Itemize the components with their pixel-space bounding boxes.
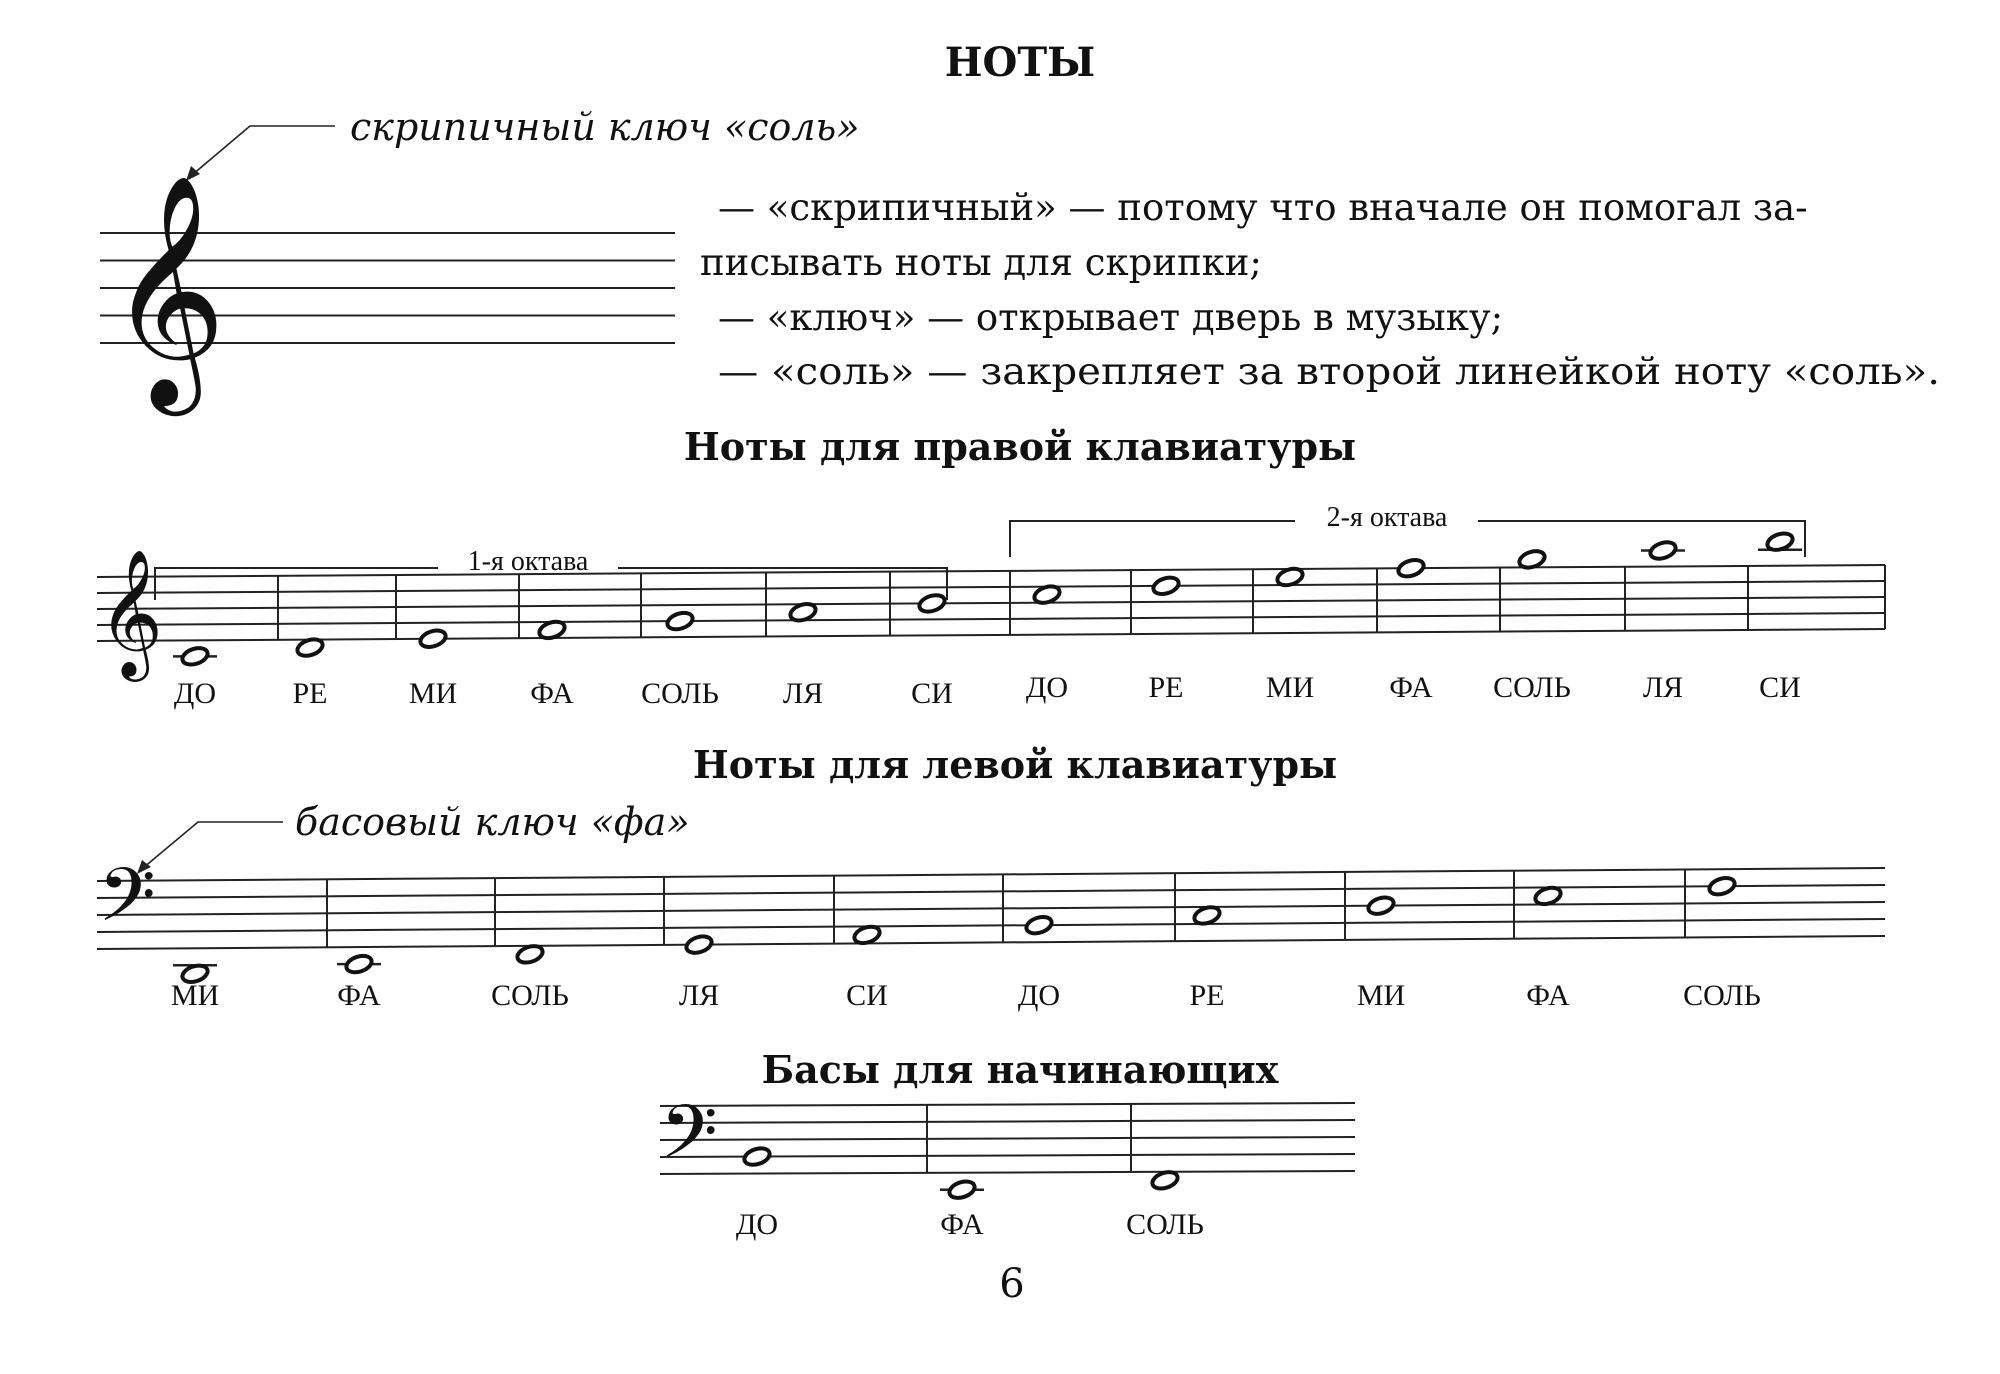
note-label: ДО	[735, 1208, 779, 1241]
right-hand-notes	[173, 531, 1802, 710]
staff-line	[97, 629, 1885, 641]
treble-explanation-line-1: — «скрипичный» — потому что вначале он помогал за-	[718, 186, 1808, 229]
staff-line	[97, 936, 1885, 949]
note-head	[1707, 875, 1736, 897]
note-label: МИ	[170, 979, 220, 1012]
note	[1266, 566, 1314, 704]
arrow-icon	[137, 822, 283, 874]
staff-line	[660, 1103, 1355, 1106]
note	[173, 645, 217, 710]
note	[911, 592, 953, 710]
right-hand-staff	[97, 565, 1885, 641]
note-label: МИ	[1356, 979, 1406, 1012]
staff-line	[97, 597, 1885, 609]
note-head	[180, 645, 209, 667]
note-label: ЛЯ	[1642, 671, 1684, 704]
octave-2-label: 2-я октава	[1326, 502, 1448, 533]
note-label: СОЛЬ	[1126, 1208, 1204, 1241]
note-head	[344, 953, 373, 975]
note-label: ДО	[1025, 671, 1069, 704]
octave-brackets	[155, 502, 1805, 600]
treble-explanation-line-4: — «соль» — закрепляет за второй линейкой ноту «соль».	[718, 350, 1940, 393]
note	[641, 610, 719, 710]
note-label: СИ	[846, 979, 888, 1012]
staff-line	[660, 1120, 1355, 1123]
note	[171, 963, 219, 1012]
note-label: ДО	[1017, 979, 1061, 1012]
staff-line	[97, 868, 1885, 881]
page-number: 6	[999, 1261, 1025, 1307]
note	[337, 953, 381, 1012]
beginner-bass-heading: Басы для начинающих	[761, 1047, 1279, 1092]
note-label: МИ	[408, 677, 458, 710]
treble-clef-icon: 𝄞	[108, 173, 227, 406]
staff-line	[97, 919, 1885, 932]
treble-intro	[100, 105, 1940, 416]
note	[783, 601, 823, 710]
note-head	[742, 1145, 771, 1167]
note-label: ФА	[1526, 979, 1570, 1012]
staff-line	[660, 1137, 1355, 1140]
staff-line	[97, 565, 1885, 577]
note-label: РЕ	[1189, 979, 1225, 1012]
note-head	[1151, 575, 1180, 597]
note	[1641, 539, 1685, 704]
note-label: ФА	[337, 979, 381, 1012]
note	[1148, 575, 1183, 704]
staff-line	[97, 581, 1885, 593]
right-hand-heading: Ноты для правой клавиатуры	[683, 424, 1357, 469]
staff-line	[97, 613, 1885, 625]
treble-clef-icon: 𝄞	[98, 548, 164, 676]
bass-clef-caption: басовый ключ «фа»	[295, 800, 690, 844]
note-label: СОЛЬ	[1493, 671, 1571, 704]
note	[491, 943, 569, 1012]
note-label: СОЛЬ	[491, 979, 569, 1012]
note-label: ЛЯ	[782, 677, 824, 710]
bass-clef-icon: 𝄢	[98, 852, 156, 957]
note-head	[1024, 914, 1053, 936]
bass-clef-icon: 𝄢	[660, 1089, 718, 1194]
treble-explanation-line-2: писывать ноты для скрипки;	[700, 241, 1262, 284]
note-label: СИ	[911, 677, 953, 710]
note-label: СОЛЬ	[641, 677, 719, 710]
staff-line	[660, 1171, 1355, 1174]
note	[1357, 895, 1405, 1012]
note-label: СИ	[1759, 671, 1801, 704]
note	[940, 1179, 984, 1241]
note	[530, 619, 574, 710]
note-head	[1648, 539, 1677, 561]
note-label: ЛЯ	[678, 979, 720, 1012]
beginner-bass-notes	[736, 1145, 1204, 1241]
note-label: ФА	[1389, 671, 1433, 704]
note	[1018, 914, 1060, 1012]
note-label: СОЛЬ	[1683, 979, 1761, 1012]
treble-explanation-line-3: — «ключ» — открывает дверь в музыку;	[718, 296, 1504, 339]
note-label: РЕ	[1148, 671, 1184, 704]
note-label: МИ	[1265, 671, 1315, 704]
note-head	[1396, 557, 1425, 579]
left-hand-staff	[97, 868, 1885, 949]
note	[1758, 531, 1802, 704]
note	[846, 924, 888, 1012]
note-head	[917, 592, 946, 614]
treble-clef-caption: скрипичный ключ «соль»	[350, 105, 860, 149]
note-label: ФА	[530, 677, 574, 710]
octave-1-label: 1-я октава	[467, 546, 589, 577]
note	[292, 636, 327, 710]
staff-line	[97, 885, 1885, 898]
note	[1126, 1169, 1204, 1241]
note-label: ФА	[940, 1208, 984, 1241]
note-head	[1366, 895, 1395, 917]
note	[1189, 904, 1224, 1012]
staff-line	[97, 902, 1885, 915]
note-label: ДО	[173, 677, 217, 710]
note-head	[665, 610, 694, 632]
note	[1389, 557, 1433, 704]
note	[1493, 548, 1571, 704]
page-title: НОТЫ	[944, 39, 1096, 86]
note	[736, 1145, 778, 1241]
note	[1683, 875, 1761, 1012]
note-head	[947, 1179, 976, 1201]
left-hand-heading: Ноты для левой клавиатуры	[692, 742, 1338, 787]
note-label: РЕ	[292, 677, 328, 710]
note-head	[684, 933, 713, 955]
note-head	[418, 628, 447, 650]
note	[409, 628, 457, 710]
